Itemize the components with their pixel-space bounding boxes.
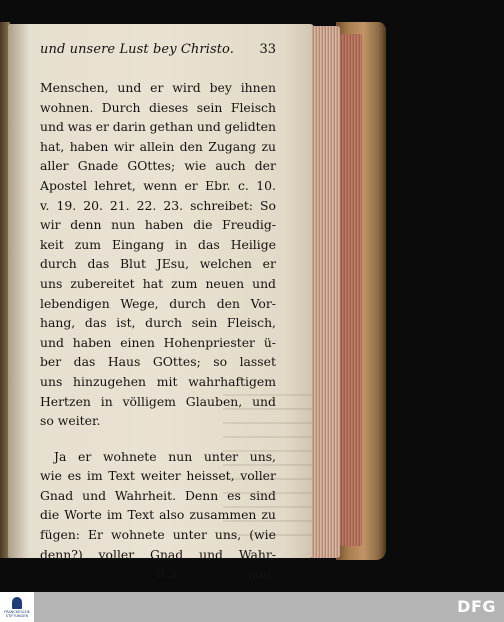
word: Gnad	[40, 487, 74, 503]
word: es	[227, 487, 241, 503]
word: in	[175, 236, 188, 252]
word: keit	[40, 236, 64, 252]
word: durch	[145, 315, 182, 331]
word: ist,	[116, 315, 136, 331]
word: welchen	[199, 256, 252, 272]
word: darin	[112, 119, 146, 135]
text-line	[40, 392, 276, 412]
word: wird	[172, 80, 201, 95]
word: denn	[70, 217, 102, 233]
word: ber	[40, 354, 62, 370]
word: haben	[144, 217, 184, 233]
word: fügen:	[40, 527, 80, 543]
running-head: und unsere Lust bey Christo.	[40, 42, 234, 57]
word: gelidten	[224, 119, 276, 135]
word: Denn	[184, 487, 219, 503]
word: 23.	[163, 197, 184, 213]
word: das	[84, 315, 107, 331]
catchword: heit:	[247, 566, 276, 582]
text-line	[40, 505, 276, 525]
library-logo-text: FRANCKESCHE STIFTUNGEN	[4, 609, 30, 618]
text-line	[40, 176, 276, 196]
word: er	[262, 256, 276, 272]
word: Freudig-	[222, 217, 276, 233]
word: Menschen,	[40, 80, 109, 95]
word: und	[117, 80, 142, 95]
word: nun	[168, 448, 193, 464]
word: Vor-	[250, 295, 276, 311]
word: so	[213, 354, 228, 370]
word: er	[78, 448, 92, 464]
word: dieses	[148, 99, 189, 115]
word: sein	[196, 99, 223, 115]
word: völligem	[122, 393, 176, 409]
word: was	[67, 119, 92, 135]
word: und	[196, 119, 221, 135]
word: zu	[261, 507, 276, 523]
word: im	[106, 507, 123, 523]
word: Apostel	[40, 177, 87, 193]
word: sein	[191, 315, 218, 331]
word: und	[82, 487, 107, 503]
word: Wahr-	[238, 546, 276, 562]
word: Hohenpriester	[163, 334, 255, 350]
word: c.	[237, 177, 249, 193]
word: und	[40, 334, 64, 350]
word: zubereitet	[70, 275, 135, 291]
word: hang,	[40, 315, 76, 331]
word: uns	[40, 373, 63, 389]
word: und	[252, 275, 276, 291]
word: mit	[156, 373, 178, 389]
word: (wie	[249, 527, 276, 543]
word: haben	[72, 334, 112, 350]
word: So	[259, 197, 276, 213]
word: uns	[40, 275, 63, 291]
text-line	[40, 196, 276, 216]
word: neuen	[205, 275, 245, 291]
page-edges	[312, 26, 340, 558]
word: in	[100, 393, 113, 409]
word: zum	[74, 236, 102, 252]
word: wir	[113, 138, 135, 154]
word: Zugang	[208, 138, 257, 154]
word: wie	[184, 158, 207, 174]
word: 21.	[109, 197, 130, 213]
word: auch	[215, 158, 246, 174]
signature-mark: B 5	[156, 566, 177, 582]
word: Ebr.	[205, 177, 231, 193]
word: voller	[98, 546, 135, 562]
word: heisset,	[186, 468, 235, 484]
text-line	[40, 254, 276, 274]
word: lebendigen	[40, 295, 110, 311]
text-line	[40, 352, 276, 372]
word: Text	[108, 468, 135, 484]
word: Wege,	[120, 295, 159, 311]
text-line	[40, 156, 276, 176]
cover-edge-stripes	[340, 34, 362, 546]
word: das	[87, 256, 110, 272]
word: JEsu,	[156, 256, 190, 272]
word: weiter	[140, 468, 181, 484]
word: uns,	[214, 527, 242, 543]
text-line	[40, 78, 276, 98]
word: ü-	[263, 334, 276, 350]
word: Wahrheit.	[114, 487, 177, 503]
word: voller	[240, 468, 276, 484]
word: wohnete	[102, 448, 157, 464]
word: Eingang	[111, 236, 165, 252]
word: zusammen	[189, 507, 257, 523]
word: schreibet:	[190, 197, 253, 213]
word: GOttes;	[152, 354, 201, 370]
text-line	[40, 333, 276, 353]
word: wahrhaftigem	[188, 373, 276, 389]
text-line	[40, 313, 276, 333]
viewer-footer-bar	[0, 592, 504, 622]
word: wie	[40, 468, 62, 484]
word: Gnade	[77, 158, 119, 174]
word: Fleisch	[230, 99, 276, 115]
page-footer	[40, 566, 276, 586]
word: einen	[120, 334, 155, 350]
word: er	[95, 119, 109, 135]
word: haben	[69, 138, 109, 154]
word: und	[252, 393, 276, 409]
word: das	[198, 236, 220, 252]
word: 22.	[136, 197, 157, 213]
word: lasset	[239, 354, 276, 370]
word: Fleisch,	[226, 315, 276, 331]
word: und	[199, 546, 223, 562]
word: aller	[40, 158, 69, 174]
word: Blut	[119, 256, 146, 272]
text-line	[40, 372, 276, 392]
word: im	[86, 468, 103, 484]
text-line	[40, 215, 276, 235]
word: allein	[139, 138, 175, 154]
page-number: 33	[259, 42, 276, 57]
library-emblem-icon	[12, 597, 22, 609]
word: das	[73, 354, 96, 370]
page-text-block	[40, 42, 276, 586]
word: lehret,	[94, 177, 136, 193]
word: ihnen	[240, 80, 276, 95]
text-line	[40, 117, 276, 137]
word: denn?)	[40, 546, 83, 562]
word: Heilige	[230, 236, 276, 252]
text-line	[40, 137, 276, 157]
word: den	[216, 295, 240, 311]
word: er	[184, 177, 198, 193]
text-line	[40, 274, 276, 294]
word: bey	[209, 80, 232, 95]
word: und	[40, 119, 64, 135]
word: Gnad	[150, 546, 184, 562]
text-line	[40, 447, 276, 467]
word: also	[159, 507, 185, 523]
word: es	[67, 468, 82, 484]
word: 19.	[56, 197, 77, 213]
word: 10.	[256, 177, 276, 193]
word: Haus	[107, 354, 141, 370]
text-line: so weiter.	[40, 413, 101, 429]
word: den	[179, 138, 203, 154]
word: die	[193, 217, 213, 233]
dfg-logo[interactable]: DFG	[457, 597, 496, 616]
word: hat	[142, 275, 164, 291]
library-logo[interactable]	[0, 592, 34, 622]
word: nun	[111, 217, 136, 233]
word: 20.	[83, 197, 103, 213]
word: GOttes;	[127, 158, 176, 174]
text-line	[40, 98, 276, 118]
word: durch	[40, 256, 77, 272]
word: er	[150, 80, 164, 95]
word: hinzugehen	[73, 373, 147, 389]
word: gethan	[149, 119, 194, 135]
text-line	[40, 466, 276, 486]
text-line	[40, 525, 276, 545]
text-line	[40, 235, 276, 255]
text-line	[40, 294, 276, 314]
text-line	[40, 545, 276, 565]
word: unter	[203, 448, 239, 464]
word: Ja	[54, 448, 67, 464]
word: wohnen.	[40, 99, 94, 115]
word: zu	[261, 138, 276, 154]
word: Text	[127, 507, 155, 523]
word: Durch	[101, 99, 141, 115]
paragraph-gap	[40, 431, 276, 447]
word: zum	[171, 275, 198, 291]
word: durch	[169, 295, 207, 311]
word: der	[254, 158, 276, 174]
word: Er	[88, 527, 103, 543]
word: wohnete	[111, 527, 165, 543]
word: unter	[172, 527, 207, 543]
word: die	[40, 507, 60, 523]
word: hat,	[40, 138, 65, 154]
text-line	[40, 486, 276, 506]
word: sind	[249, 487, 276, 503]
word: Hertzen	[40, 393, 91, 409]
word: v.	[40, 197, 50, 213]
word: Worte	[64, 507, 102, 523]
word: wenn	[143, 177, 178, 193]
word: Glauben,	[185, 393, 243, 409]
word: uns,	[249, 448, 276, 464]
word: wir	[40, 217, 61, 233]
page-header	[40, 42, 276, 64]
